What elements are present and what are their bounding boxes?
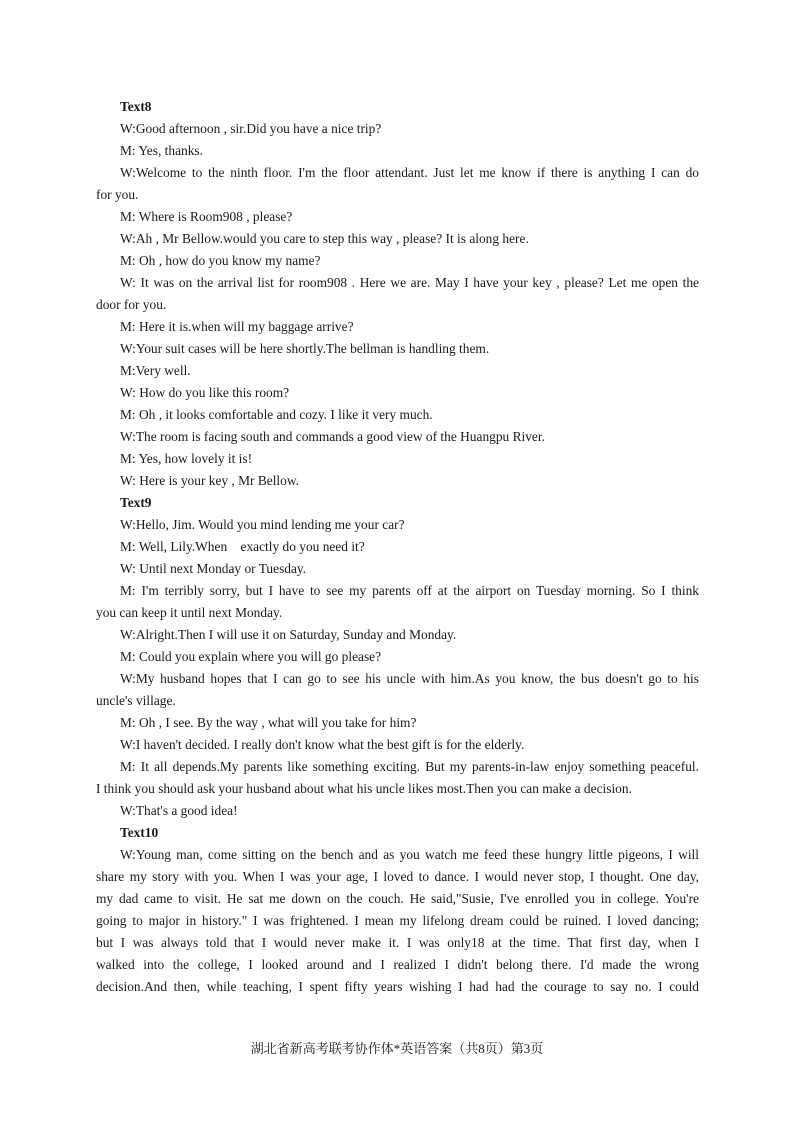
monologue-line-continued: going to major in history." I was frightened. I mean my lifelong dream could be ruined. I loved dancing;: [96, 913, 699, 928]
page-footer: 湖北省新高考联考协作体*英语答案（共8页）第3页: [250, 1041, 544, 1056]
dialogue-line: W: Until next Monday or Tuesday.: [120, 561, 307, 576]
dialogue-line: M: Oh , it looks comfortable and cozy. I like it very much.: [120, 407, 433, 422]
monologue-line-continued: decision.And then, while teaching, I spent fifty years wishing I had had the courage to say no. I could: [96, 979, 699, 994]
dialogue-line: M: Oh , I see. By the way , what will you take for him?: [120, 715, 417, 730]
dialogue-line: W:Hello, Jim. Would you mind lending me your car?: [120, 517, 405, 532]
dialogue-line: W: It was on the arrival list for room908 . Here we are. May I have your key , please? Let me open the: [120, 275, 699, 290]
dialogue-line: W:That's a good idea!: [120, 803, 238, 818]
dialogue-line: W:Ah , Mr Bellow.would you care to step this way , please? It is along here.: [120, 231, 529, 246]
monologue-line-continued: share my story with you. When I was your age, I loved to dance. I would never stop, I thought. One day,: [96, 869, 699, 884]
dialogue-line-continued: I think you should ask your husband about what his uncle likes most.Then you can make a decision.: [96, 781, 632, 796]
monologue-line-continued: walked into the college, I looked around and I realized I didn't belong there. I'd made the wrong: [96, 957, 699, 972]
section-heading-text8: Text8: [120, 99, 152, 114]
dialogue-line: M: Could you explain where you will go please?: [120, 649, 382, 664]
dialogue-line-continued: uncle's village.: [96, 693, 176, 708]
section-heading-text9: Text9: [120, 495, 152, 510]
dialogue-line: M: I'm terribly sorry, but I have to see my parents off at the airport on Tuesday morning. So I think: [120, 583, 699, 598]
dialogue-line: M: Yes, thanks.: [120, 143, 203, 158]
dialogue-line: W:Good afternoon , sir.Did you have a nice trip?: [120, 121, 382, 136]
dialogue-line: W: How do you like this room?: [120, 385, 290, 400]
dialogue-line: M: Here it is.when will my baggage arrive?: [120, 319, 354, 334]
dialogue-line-continued: you can keep it until next Monday.: [96, 605, 283, 620]
dialogue-line: W:Your suit cases will be here shortly.The bellman is handling them.: [120, 341, 490, 356]
section-heading-text10: Text10: [120, 825, 159, 840]
monologue-line-continued: but I was always told that I would never make it. I was only18 at the time. That first day, when I: [96, 935, 699, 950]
dialogue-line: M: Well, Lily.When exactly do you need it?: [120, 539, 365, 554]
dialogue-line-continued: door for you.: [96, 297, 167, 312]
dialogue-line: M: Yes, how lovely it is!: [120, 451, 253, 466]
dialogue-line: W: Here is your key , Mr Bellow.: [120, 473, 299, 488]
dialogue-line: W:My husband hopes that I can go to see his uncle with him.As you know, the bus doesn't go to his: [120, 671, 699, 686]
dialogue-line: W:Welcome to the ninth floor. I'm the floor attendant. Just let me know if there is anything I can do: [120, 165, 699, 180]
listening-transcript: [96, 96, 699, 998]
monologue-line-continued: my dad came to visit. He sat me down on the couch. He said,"Susie, I've enrolled you in college. You're: [96, 891, 699, 906]
dialogue-line: W:The room is facing south and commands a good view of the Huangpu River.: [120, 429, 545, 444]
monologue-line: W:Young man, come sitting on the bench and as you watch me feed these hungry little pigeons, I will: [120, 847, 699, 862]
dialogue-line: W:I haven't decided. I really don't know what the best gift is for the elderly.: [120, 737, 525, 752]
dialogue-line: M: It all depends.My parents like something exciting. But my parents-in-law enjoy something peaceful.: [120, 759, 699, 774]
dialogue-line: M: Oh , how do you know my name?: [120, 253, 321, 268]
dialogue-line: M:Very well.: [120, 363, 191, 378]
dialogue-line: M: Where is Room908 , please?: [120, 209, 293, 224]
dialogue-line-continued: for you.: [96, 187, 139, 202]
dialogue-line: W:Alright.Then I will use it on Saturday, Sunday and Monday.: [120, 627, 457, 642]
